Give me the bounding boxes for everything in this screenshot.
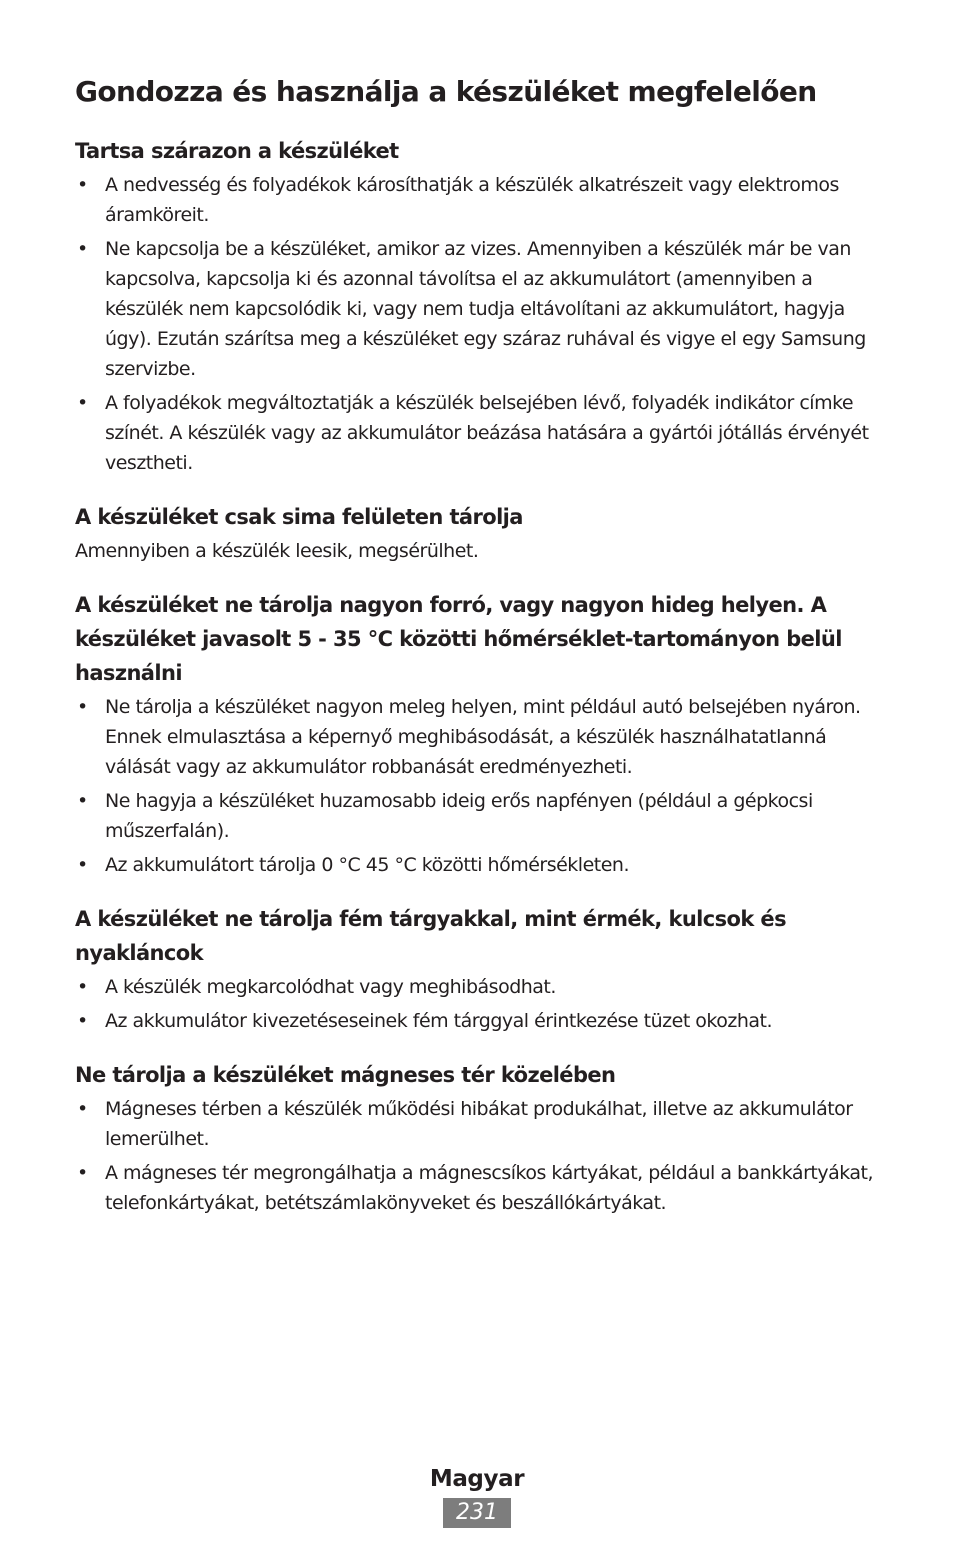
section-text: Amennyiben a készülék leesik, megsérülhet. <box>75 540 479 562</box>
list-item <box>75 170 887 230</box>
list-item-text: Az akkumulátort tárolja 0 °C 45 °C közötti hőmérsékleten. <box>105 854 629 876</box>
bullet-icon: • <box>77 976 88 998</box>
bullet-icon: • <box>77 790 88 812</box>
page-footer <box>0 1462 954 1528</box>
list-item <box>75 1006 887 1036</box>
document-page <box>75 72 887 1240</box>
page-number: 231 <box>443 1498 511 1528</box>
section-magnetic-field <box>75 1058 887 1218</box>
section-keep-dry <box>75 134 887 478</box>
bullet-icon: • <box>77 854 88 876</box>
section-temperature <box>75 588 887 880</box>
section-heading: A készüléket ne tárolja fém tárgyakkal, mint érmék, kulcsok és nyakláncok <box>75 907 786 965</box>
section-metal-objects <box>75 902 887 1036</box>
section-flat-surface <box>75 500 887 566</box>
bullet-list <box>75 692 887 880</box>
section-heading: Tartsa szárazon a készüléket <box>75 139 399 163</box>
bullet-icon: • <box>77 174 88 196</box>
list-item-text: A nedvesség és folyadékok károsíthatják a készülék alkatrészeit vagy elektromos áramköreit. <box>105 174 839 226</box>
bullet-icon: • <box>77 696 88 718</box>
list-item <box>75 1158 887 1218</box>
list-item-text: Ne kapcsolja be a készüléket, amikor az vizes. Amennyiben a készülék már be van kapcsolva, kapcsolja ki és azonnal távolítsa el az akkumulátort (amennyiben a készülék nem kapcsolódik ki, vagy nem tudja eltávolítani az akkumulátort, hagyja úgy). Ezután szárítsa meg a készüléket egy száraz ruhával és vigye el egy Samsung szervizbe. <box>105 238 866 380</box>
section-heading: Ne tárolja a készüléket mágneses tér közelében <box>75 1063 616 1087</box>
list-item <box>75 850 887 880</box>
bullet-icon: • <box>77 1010 88 1032</box>
footer-language: Magyar <box>429 1466 525 1492</box>
list-item <box>75 1094 887 1154</box>
bullet-list <box>75 170 887 478</box>
list-item <box>75 972 887 1002</box>
bullet-list <box>75 1094 887 1218</box>
list-item-text: Az akkumulátor kivezetéseseinek fém tárggyal érintkezése tüzet okozhat. <box>105 1010 773 1032</box>
section-heading: A készüléket ne tárolja nagyon forró, vagy nagyon hideg helyen. A készüléket javasolt 5 - 35 °C közötti hőmérséklet-tartományon belül használni <box>75 593 842 685</box>
bullet-icon: • <box>77 1098 88 1120</box>
bullet-icon: • <box>77 392 88 414</box>
bullet-list <box>75 972 887 1036</box>
page-title: Gondozza és használja a készüléket megfelelően <box>75 75 817 108</box>
list-item <box>75 388 887 478</box>
list-item <box>75 692 887 782</box>
list-item-text: A készülék megkarcolódhat vagy meghibásodhat. <box>105 976 556 998</box>
bullet-icon: • <box>77 1162 88 1184</box>
list-item-text: Ne hagyja a készüléket huzamosabb ideig erős napfényen (például a gépkocsi műszerfalán). <box>105 790 813 842</box>
bullet-icon: • <box>77 238 88 260</box>
list-item <box>75 234 887 384</box>
list-item-text: A mágneses tér megrongálhatja a mágnescsíkos kártyákat, például a bankkártyákat, telefonkártyákat, betétszámlakönyveket és beszállókártyákat. <box>105 1162 874 1214</box>
section-heading: A készüléket csak sima felületen tárolja <box>75 505 523 529</box>
list-item-text: Mágneses térben a készülék működési hibákat produkálhat, illetve az akkumulátor lemerülhet. <box>105 1098 853 1150</box>
list-item <box>75 786 887 846</box>
list-item-text: A folyadékok megváltoztatják a készülék belsejében lévő, folyadék indikátor címke színét. A készülék vagy az akkumulátor beázása hatására a gyártói jótállás érvényét vesztheti. <box>105 392 869 474</box>
list-item-text: Ne tárolja a készüléket nagyon meleg helyen, mint például autó belsejében nyáron. Ennek elmulasztása a képernyő meghibásodását, a készülék használhatatlanná válását vagy az akkumulátor robbanását eredményezheti. <box>105 696 861 778</box>
